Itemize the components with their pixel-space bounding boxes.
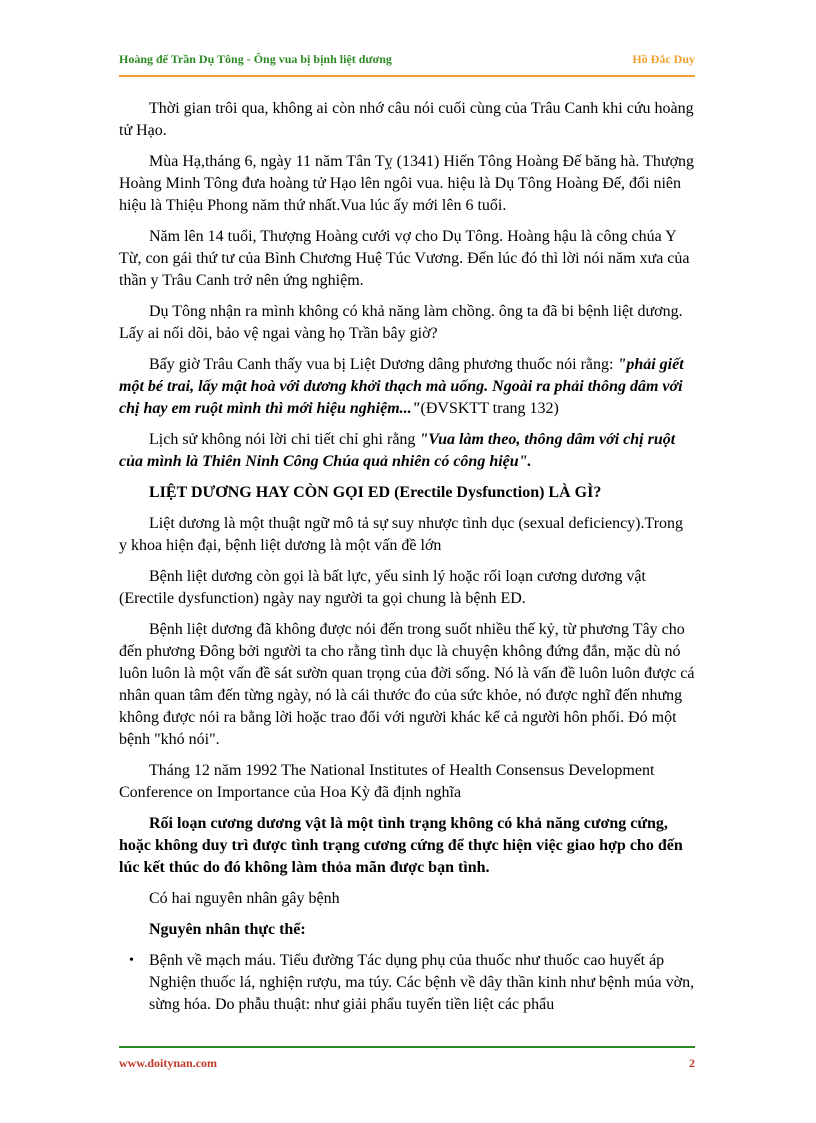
footer-divider	[119, 1046, 695, 1048]
header-title: Hoàng đế Trần Dụ Tông - Ông vua bị bịnh liệt dương	[119, 52, 392, 66]
paragraph: Liệt dương là một thuật ngữ mô tả sự suy nhược tình dục (sexual deficiency).Trong y khoa hiện đại, bệnh liệt dương là một vấn đề lớn	[119, 515, 684, 554]
paragraph: Mùa Hạ,tháng 6, ngày 11 năm Tân Tỵ (1341) Hiến Tông Hoàng Đế băng hà. Thượng Hoàng Minh Tông đưa hoàng tử Hạo lên ngôi vua. hiệu là Dụ Tông Hoàng Đế, đổi niên hiệu là Thiệu Phong năm thứ nhất.Vua lúc ấy mới lên 6 tuổi.	[119, 153, 695, 214]
quote-text: "phải giết một bé trai, lấy mật hoà với dương khởi thạch mà uống. Ngoài ra phải thông dâm với chị hay em ruột mình thì mới hiệu nghiệm..."	[119, 356, 684, 417]
paragraph: Bệnh liệt dương đã không được nói đến trong suốt nhiều thế kỷ, từ phương Tây cho đến phương Đông bởi người ta cho rằng tình dục là chuyện không đứng đắn, mặc dù nó luôn luôn là một vấn đề sát sườn quan trọng của đời sống. Nó là vấn đề luôn luôn được cá nhân quan tâm đến từng ngày, nó là cái thước đo của sức khỏe, nó được nghĩ đến nhưng không được nói ra bằng lời hoặc trao đổi với người khác kể cả người hôn phối. Đó một bệnh "khó nói".	[119, 621, 695, 748]
paragraph: Thời gian trôi qua, không ai còn nhớ câu nói cuối cùng của Trâu Canh khi cứu hoàng tử Hạo.	[119, 100, 694, 139]
citation-text: (ĐVSKTT trang 132)	[420, 400, 559, 417]
header-divider	[119, 75, 695, 77]
paragraph-text: Lịch sử không nói lời chi tiết chỉ ghi rằng	[149, 431, 420, 448]
page-header	[119, 50, 695, 72]
bullet-list	[119, 950, 695, 1016]
list-item: • Bệnh về mạch máu. Tiểu đường Tác dụng phụ của thuốc như thuốc cao huyết áp Nghiện thuốc lá, nghiện rượu, ma túy. Các bệnh về dây thần kinh như bệnh múa vờn, sừng hóa. Do phẫu thuật: như giải phẩu tuyến tiền liệt các phẩu	[129, 950, 695, 1016]
paragraph: Tháng 12 năm 1992 The National Institutes of Health Consensus Development Conference on Importance của Hoa Kỳ đã định nghĩa	[119, 762, 655, 801]
paragraph-text: Bấy giờ Trâu Canh thấy vua bị Liệt Dương dâng phương thuốc nói rằng:	[149, 356, 618, 373]
footer-website: www.doitynan.com	[119, 1056, 218, 1070]
definition-paragraph: Rối loạn cương dương vật là một tình trạng không có khả năng cương cứng, hoặc không duy trì được tình trạng cương cứng để thực hiện việc giao hợp cho đến lúc kết thúc do đó không làm thỏa mãn được bạn tình.	[119, 815, 683, 876]
section-heading: LIỆT DƯƠNG HAY CÒN GỌI ED (Erectile Dysfunction) LÀ GÌ?	[149, 484, 602, 501]
paragraph: Có hai nguyên nhân gây bệnh	[149, 890, 340, 907]
paragraph: Bệnh liệt dương còn gọi là bất lực, yếu sinh lý hoặc rối loạn cương dương vật (Erectile dysfunction) ngày nay người ta gọi chung là bệnh ED.	[119, 568, 646, 607]
paragraph: Dụ Tông nhận ra mình không có khả năng làm chồng. ông ta đã bi bệnh liệt dương. Lấy ai nối dõi, bảo vệ ngai vàng họ Trần bây giờ?	[119, 303, 683, 342]
page-footer	[119, 1056, 695, 1076]
paragraph	[119, 354, 695, 420]
subsection-heading: Nguyên nhân thực thể:	[149, 921, 306, 938]
page-number: 2	[689, 1056, 695, 1070]
quote-text: "Vua làm theo, thông dâm với chị ruột của mình là Thiên Ninh Công Chúa quả nhiên có công hiệu".	[119, 431, 676, 470]
document-body	[119, 98, 695, 1016]
paragraph	[119, 429, 695, 473]
paragraph: Năm lên 14 tuổi, Thượng Hoàng cưới vợ cho Dụ Tông. Hoàng hậu là công chúa Y Từ, con gái thứ tư của Bình Chương Huệ Túc Vương. Đến lúc đó thì lời nói năm xưa của thần y Trâu Canh trở nên ứng nghiệm.	[119, 228, 690, 289]
header-author: Hồ Đắc Duy	[632, 52, 695, 66]
